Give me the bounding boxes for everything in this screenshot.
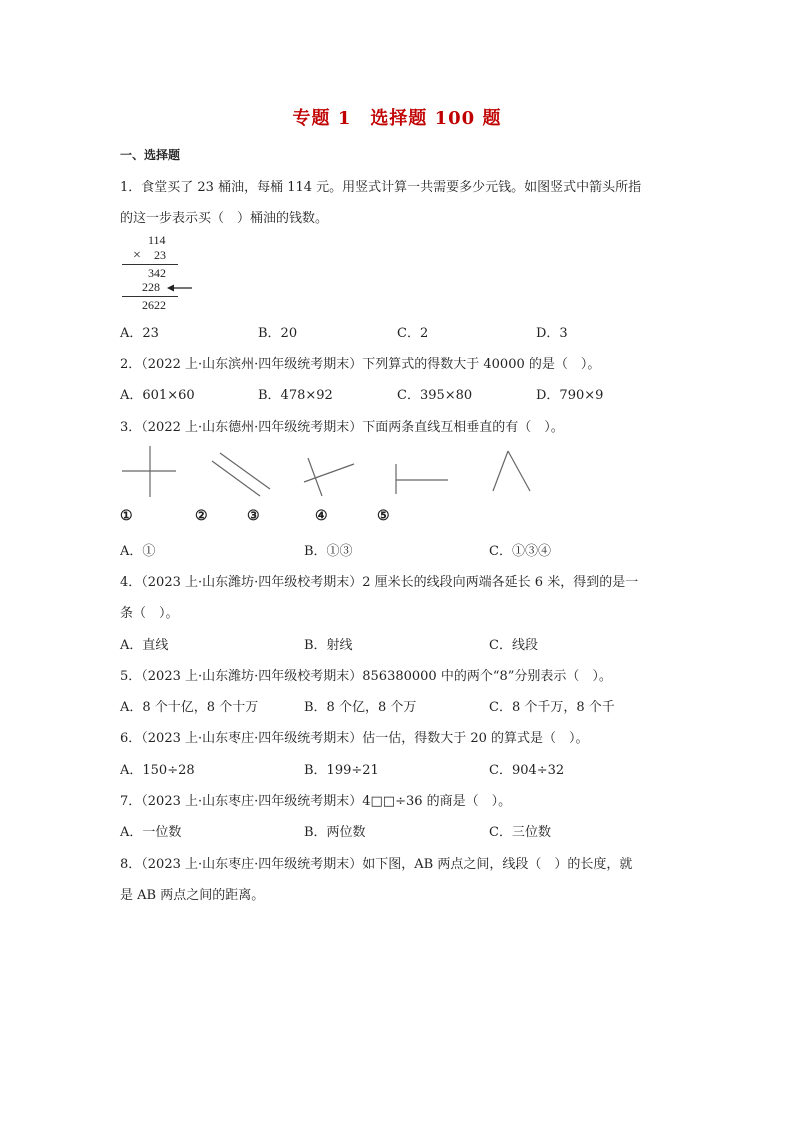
q6-text: 6．（2023 上·山东枣庄·四年级统考期末）估一估，得数大于 20 的算式是（ ）。 (120, 731, 589, 746)
q6-option-b[interactable]: B．199÷21 (304, 763, 379, 778)
q6-option-c[interactable]: C．904÷32 (489, 763, 565, 778)
q4-text-line1: 4．（2023 上·山东潍坊·四年级校考期末）2 厘米长的线段向两端各延长 6 米，得到的是一 (120, 575, 639, 590)
q1-vertical-multiplication (118, 233, 198, 313)
q7-text: 7．（2023 上·山东枣庄·四年级统考期末）4□□÷36 的商是（ ）。 (120, 794, 512, 809)
product-result: 2622 (142, 298, 166, 312)
figure-1-perpendicular-lines (122, 446, 176, 497)
q2-option-c[interactable]: C．395×80 (397, 388, 473, 403)
multiply-sign: × (133, 248, 141, 263)
q3-label-3: ③ (247, 508, 260, 524)
q4-option-c[interactable]: C．线段 (489, 638, 538, 653)
figure-5-angle (493, 451, 530, 491)
figure-3-crossing-lines (304, 458, 354, 496)
q1-option-d[interactable]: D．3 (536, 326, 568, 341)
q3-label-5: ⑤ (377, 508, 390, 524)
q2-option-d[interactable]: D．790×9 (536, 388, 604, 403)
figure-4-right-angle (396, 464, 448, 494)
q3-label-1: ① (120, 508, 133, 524)
q3-label-2: ② (195, 508, 208, 524)
vm-rule-2 (122, 296, 178, 297)
q8-text-line1: 8．（2023 上·山东枣庄·四年级统考期末）如下图，AB 两点之间，线段（ ）的长度，就 (120, 857, 633, 872)
q5-option-a[interactable]: A．8 个十亿，8 个十万 (120, 700, 259, 715)
q2-option-a[interactable]: A．601×60 (120, 388, 195, 403)
q1-option-c[interactable]: C．2 (397, 326, 429, 341)
q1-text-line2: 的这一步表示买（ ）桶油的钱数。 (120, 211, 329, 226)
q3-option-a[interactable]: A．① (120, 544, 156, 559)
q6-option-a[interactable]: A．150÷28 (120, 763, 195, 778)
q7-option-c[interactable]: C．三位数 (489, 825, 551, 840)
q5-option-b[interactable]: B．8 个亿，8 个万 (304, 700, 417, 715)
multiplicand: 114 (148, 233, 166, 247)
figure-2-parallel-lines (212, 453, 270, 496)
partial-product-2: 228 (142, 280, 160, 294)
q8-text-line2: 是 AB 两点之间的距离。 (120, 888, 265, 903)
q3-option-b[interactable]: B．①③ (304, 544, 353, 559)
q5-option-c[interactable]: C．8 个千万，8 个千 (489, 700, 615, 715)
q4-option-b[interactable]: B．射线 (304, 638, 353, 653)
q3-option-c[interactable]: C．①③④ (489, 544, 551, 559)
q4-option-a[interactable]: A．直线 (120, 638, 169, 653)
q4-text-line2: 条（ ）。 (120, 606, 179, 621)
q3-label-4: ④ (315, 508, 328, 524)
arrow-icon (166, 282, 194, 294)
section-heading: 一、选择题 (120, 148, 181, 162)
q2-option-b[interactable]: B．478×92 (258, 388, 333, 403)
q1-option-a[interactable]: A．23 (120, 326, 159, 341)
multiplier: 23 (154, 248, 166, 262)
q1-option-b[interactable]: B．20 (258, 326, 298, 341)
q7-option-b[interactable]: B．两位数 (304, 825, 366, 840)
q1-text-line1: 1．食堂买了 23 桶油，每桶 114 元。用竖式计算一共需要多少元钱。如图竖式中箭头所指 (120, 180, 642, 195)
page-title: 专题 1 选择题 100 题 (292, 108, 502, 129)
q3-text: 3．（2022 上·山东德州·四年级统考期末）下面两条直线互相垂直的有（ ）。 (120, 420, 564, 435)
q7-option-a[interactable]: A．一位数 (120, 825, 182, 840)
q5-text: 5．（2023 上·山东潍坊·四年级校考期末）856380000 中的两个“8”分别表示（ ）。 (120, 669, 612, 684)
q2-text: 2．（2022 上·山东滨州·四年级统考期末）下列算式的得数大于 40000 的是（ ）。 (120, 357, 601, 372)
q3-line-figures (118, 444, 538, 500)
partial-product-1: 342 (148, 266, 166, 280)
vm-rule-1 (122, 264, 178, 265)
